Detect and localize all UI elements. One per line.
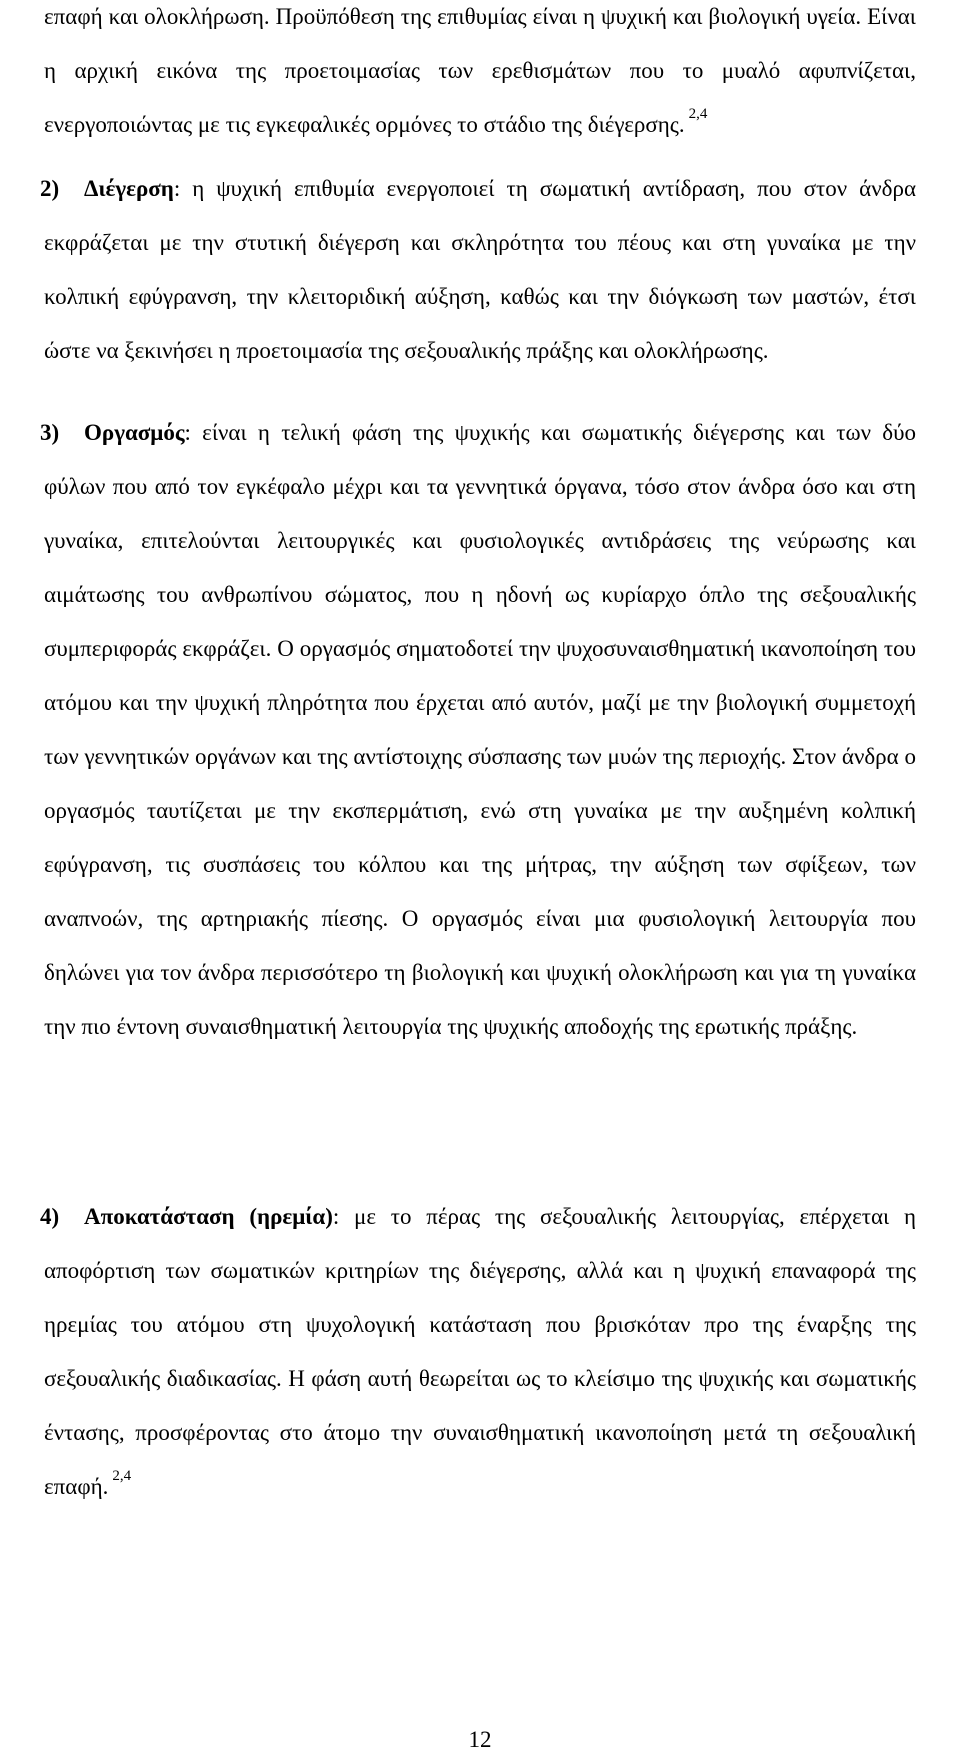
list-item-arousal: [40, 162, 916, 378]
intro-paragraph: [44, 0, 916, 152]
item-text: : είναι η τελική φάση της ψυχικής και σωματικής διέγερσης και των δύο φύλων που από τον εγκέφαλο μέχρι και τα γεννητικά όργανα, τόσο στον άνδρα όσο και στη γυναίκα, επιτελούνται λειτουργικές και φυσιολογικές αντιδράσεις της νεύρωσης και αιμάτωσης του ανθρωπίνου σώματος, που η ηδονή ως κυρίαρχο όπλο της σεξουαλικής συμπεριφοράς εκφράζει. Ο οργασμός σηματοδοτεί την ψυχοσυναισθηματική ικανοποίηση του ατόμου και την ψυχική πληρότητα που έρχεται από αυτόν, μαζί με την βιολογική συμμετοχή των γεννητικών οργάνων και της αντίστοιχης σύσπασης των μυών της περιοχής. Στον άνδρα ο οργασμός ταυτίζεται με την εκσπερμάτιση, ενώ στη γυναίκα με την αυξημένη κολπική εφύγρανση, τις συσπάσεις του κόλπου και της μήτρας, την αύξηση των σφίξεων, των αναπνοών, της αρτηριακής πίεσης. Ο οργασμός είναι μια φυσιολογική λειτουργία που δηλώνει για τον άνδρα περισσότερο τη βιολογική και ψυχική ολοκλήρωση και για τη γυναίκα την πιο έντονη συναισθηματική λειτουργία της ψυχικής αποδοχής της ερωτικής πράξης.: [44, 420, 916, 1039]
item-term: Διέγερση: [84, 176, 174, 201]
item-number: 3): [40, 420, 60, 445]
item-text: : με το πέρας της σεξουαλικής λειτουργίας, επέρχεται η αποφόρτιση των σωματικών κριτηρίων της διέγερσης, αλλά και η ψυχική επαναφορά της ηρεμίας του ατόμου στη ψυχολογική κατάσταση που βρισκόταν προ της έναρξης της σεξουαλικής διαδικασίας. Η φάση αυτή θεωρείται ως το κλείσιμο της ψυχικής και σωματικής έντασης, προσφέροντας στο άτομο την συναισθηματική ικανοποίηση μετά τη σεξουαλική επαφή.: [44, 1204, 916, 1499]
intro-citation: 2,4: [688, 106, 708, 122]
item-number: 4): [40, 1204, 60, 1229]
item-text: : η ψυχική επιθυμία ενεργοποιεί τη σωματική αντίδραση, που στον άνδρα εκφράζεται με την στυτική διέγερση και σκληρότητα του πέους και στη γυναίκα με την κολπική εφύγρανση, την κλειτοριδική αύξηση, καθώς και την διόγκωση των μαστών, έτσι ώστε να ξεκινήσει η προετοιμασία της σεξουαλικής πράξης και ολοκλήρωσης.: [44, 176, 916, 363]
item-term: Αποκατάσταση (ηρεμία): [84, 1204, 333, 1229]
item-citation: 2,4: [112, 1468, 132, 1484]
list-item-orgasm: [40, 406, 916, 1054]
page-number: 12: [468, 1727, 492, 1752]
item-number: 2): [40, 176, 60, 201]
list-item-resolution: [40, 1190, 916, 1514]
intro-text: επαφή και ολοκλήρωση. Προϋπόθεση της επιθυμίας είναι η ψυχική και βιολογική υγεία. Είναι η αρχική εικόνα της προετοιμασίας των ερεθισμάτων που το μυαλό αφυπνίζεται, ενεργοποιώντας με τις εγκεφαλικές ορμόνες το στάδιο της διέγερσης.: [44, 4, 916, 137]
item-term: Οργασμός: [84, 420, 185, 445]
